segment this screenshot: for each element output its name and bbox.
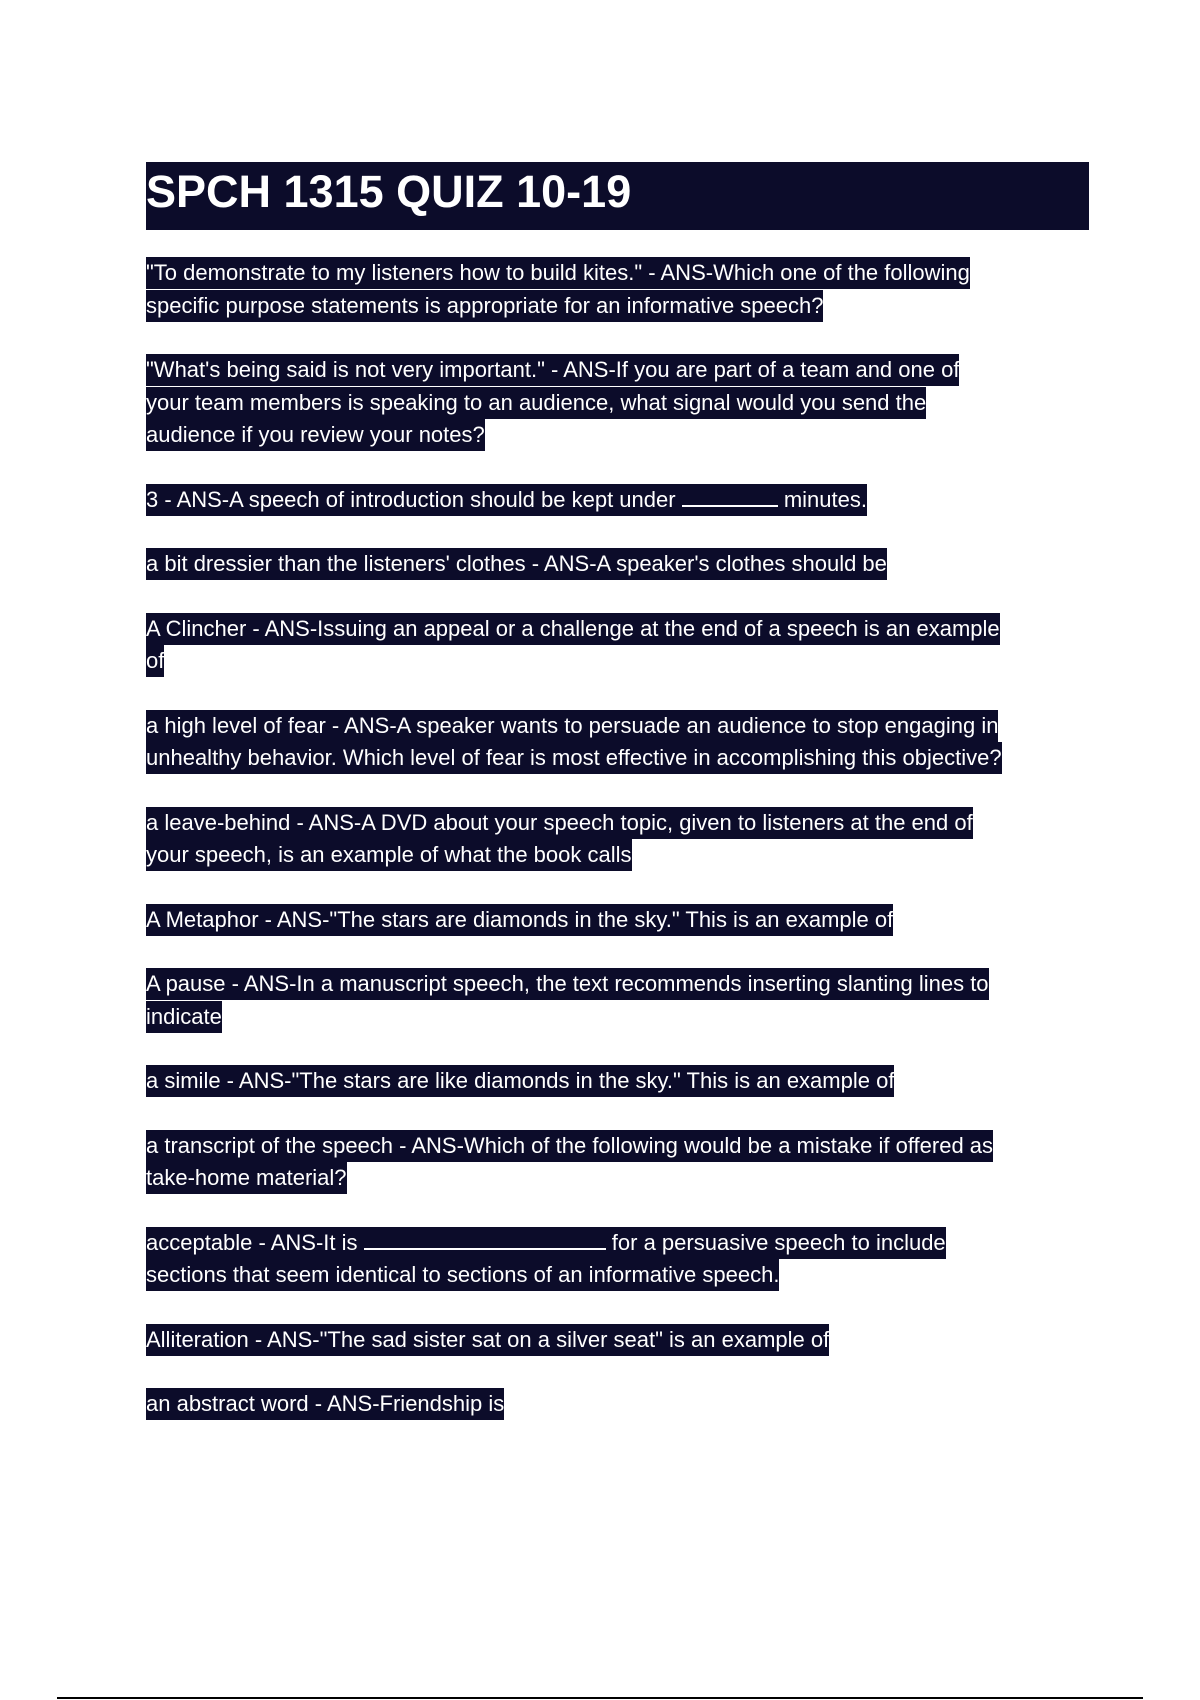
qa-item	[146, 807, 1094, 872]
qa-text-line	[146, 484, 867, 516]
qa-item	[146, 1388, 1094, 1421]
qa-text-line: Alliteration - ANS-"The sad sister sat on a silver seat" is an example of	[146, 1324, 829, 1356]
qa-text-line: sections that seem identical to sections of an informative speech.	[146, 1259, 779, 1291]
qa-text-line: specific purpose statements is appropriate for an informative speech?	[146, 290, 823, 322]
qa-text-line: "What's being said is not very important." - ANS-If you are part of a team and one of	[146, 354, 959, 386]
document-title: SPCH 1315 QUIZ 10-19	[146, 166, 632, 217]
qa-text-line: audience if you review your notes?	[146, 419, 485, 451]
qa-text-segment: acceptable - ANS-It is	[146, 1229, 358, 1255]
qa-text-line	[146, 1227, 946, 1259]
qa-item	[146, 1065, 1094, 1098]
qa-text-line: an abstract word - ANS-Friendship is	[146, 1388, 504, 1420]
qa-item	[146, 1227, 1094, 1292]
qa-text-line: A Clincher - ANS-Issuing an appeal or a challenge at the end of a speech is an example	[146, 613, 1000, 645]
fill-in-blank	[364, 1230, 606, 1250]
qa-text-line: a high level of fear - ANS-A speaker wants to persuade an audience to stop engaging in	[146, 710, 998, 742]
qa-text-line: indicate	[146, 1001, 222, 1033]
qa-text-line: your team members is speaking to an audience, what signal would you send the	[146, 387, 926, 419]
qa-item	[146, 1130, 1094, 1195]
qa-text-line: take-home material?	[146, 1162, 347, 1194]
qa-item	[146, 710, 1094, 775]
qa-item	[146, 904, 1094, 937]
qa-item	[146, 484, 1094, 517]
footer-divider	[57, 1697, 1143, 1699]
fill-in-blank	[682, 487, 778, 507]
qa-text-line: "To demonstrate to my listeners how to build kites." - ANS-Which one of the following	[146, 257, 970, 289]
qa-item	[146, 548, 1094, 581]
qa-text-line: a leave-behind - ANS-A DVD about your speech topic, given to listeners at the end of	[146, 807, 973, 839]
qa-item	[146, 1324, 1094, 1357]
qa-text-line: a bit dressier than the listeners' clothes - ANS-A speaker's clothes should be	[146, 548, 887, 580]
qa-text-line: unhealthy behavior. Which level of fear is most effective in accomplishing this objective?	[146, 742, 1002, 774]
qa-item	[146, 257, 1094, 322]
qa-item	[146, 354, 1094, 452]
qa-list	[146, 257, 1094, 1453]
qa-text-line: of	[146, 645, 164, 677]
qa-text-line: A Metaphor - ANS-"The stars are diamonds in the sky." This is an example of	[146, 904, 893, 936]
qa-text-segment: for a persuasive speech to include	[611, 1229, 946, 1255]
qa-text-line: a transcript of the speech - ANS-Which of the following would be a mistake if offered as	[146, 1130, 993, 1162]
title-banner	[146, 162, 1089, 230]
qa-text-line: your speech, is an example of what the book calls	[146, 839, 632, 871]
qa-text-line: A pause - ANS-In a manuscript speech, the text recommends inserting slanting lines to	[146, 968, 989, 1000]
qa-text-segment: minutes.	[783, 486, 867, 512]
qa-item	[146, 613, 1094, 678]
qa-text-line: a simile - ANS-"The stars are like diamonds in the sky." This is an example of	[146, 1065, 894, 1097]
qa-text-segment: 3 - ANS-A speech of introduction should be kept under	[146, 486, 676, 512]
qa-item	[146, 968, 1094, 1033]
